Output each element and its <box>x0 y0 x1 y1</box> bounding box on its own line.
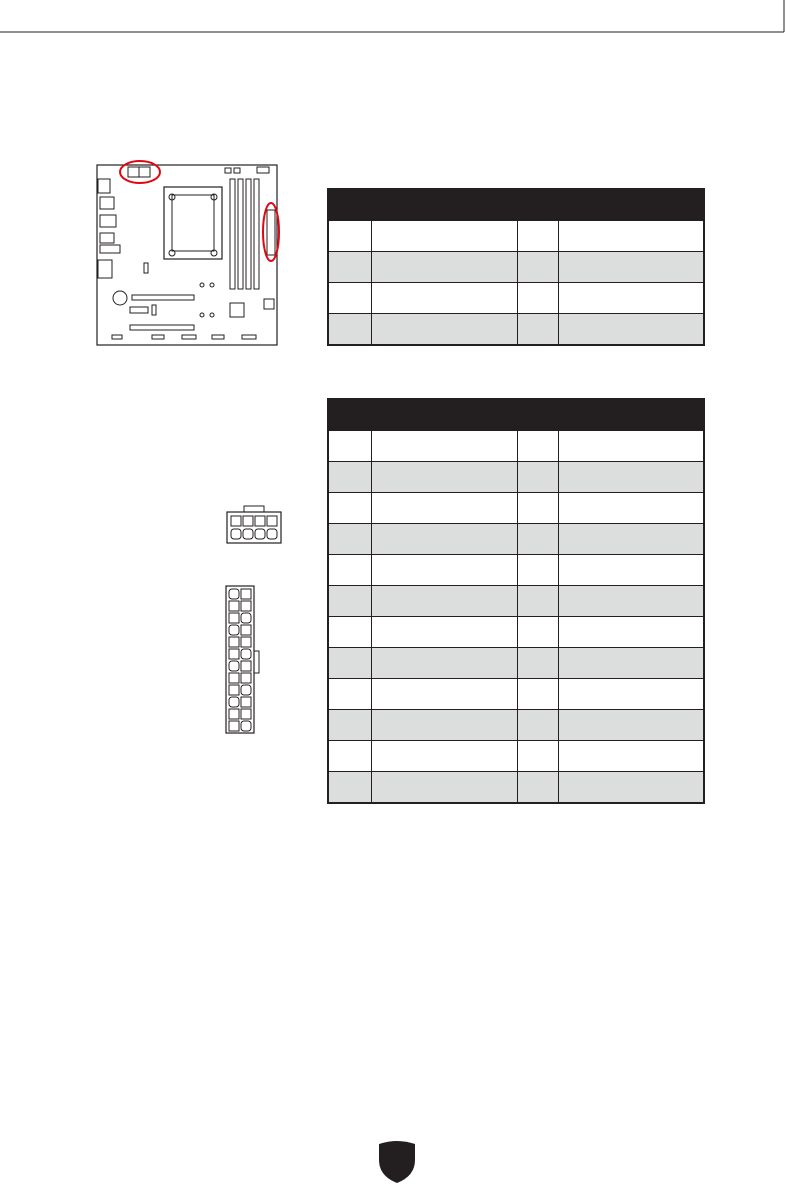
motherboard-diagram <box>92 155 288 350</box>
header-signal <box>559 399 705 431</box>
connector-pin <box>241 685 251 695</box>
connector-pin <box>241 613 251 623</box>
header-signal <box>559 189 705 221</box>
table-row <box>328 252 704 283</box>
connector-pin <box>241 625 251 635</box>
table-row <box>328 283 704 314</box>
highlight-top-connector <box>120 161 160 183</box>
shield-icon <box>376 1138 418 1184</box>
connector-pin <box>241 661 251 671</box>
connector-pin <box>241 721 251 731</box>
connector-pin <box>229 625 239 635</box>
crop-mark <box>0 0 794 40</box>
table-row <box>328 648 704 679</box>
table-row <box>328 586 704 617</box>
pin-table-top <box>327 188 705 346</box>
header-pin <box>518 399 559 431</box>
table-row <box>328 462 704 493</box>
header-pin <box>328 189 372 221</box>
connector-pin <box>229 601 239 611</box>
table-row <box>328 772 704 804</box>
connector-pin <box>241 673 251 683</box>
header-signal <box>372 189 518 221</box>
connector-pin <box>229 637 239 647</box>
connector-pin <box>241 589 251 599</box>
table-row <box>328 710 704 741</box>
connector-pin <box>229 721 239 731</box>
connector-8pin-icon <box>226 505 282 545</box>
table-row <box>328 679 704 710</box>
connector-pin <box>229 673 239 683</box>
connector-pin <box>229 661 239 671</box>
connector-pin <box>229 613 239 623</box>
table-row <box>328 221 704 252</box>
header-signal <box>372 399 518 431</box>
table-row <box>328 493 704 524</box>
connector-pin <box>229 649 239 659</box>
header-pin <box>518 189 559 221</box>
connector-pin <box>229 589 239 599</box>
connector-pin <box>229 697 239 707</box>
connector-pin <box>241 709 251 719</box>
connector-pin <box>229 709 239 719</box>
connector-pin <box>241 697 251 707</box>
connector-24pin-icon <box>220 585 265 735</box>
table-row <box>328 524 704 555</box>
table-row <box>328 555 704 586</box>
table-row <box>328 431 704 462</box>
table-row <box>328 314 704 346</box>
connector-pin <box>241 601 251 611</box>
table-row <box>328 741 704 772</box>
pin-table-bottom <box>327 398 705 804</box>
connector-pin <box>229 685 239 695</box>
connector-pin <box>241 649 251 659</box>
header-pin <box>328 399 372 431</box>
connector-pin <box>241 637 251 647</box>
table-row <box>328 617 704 648</box>
